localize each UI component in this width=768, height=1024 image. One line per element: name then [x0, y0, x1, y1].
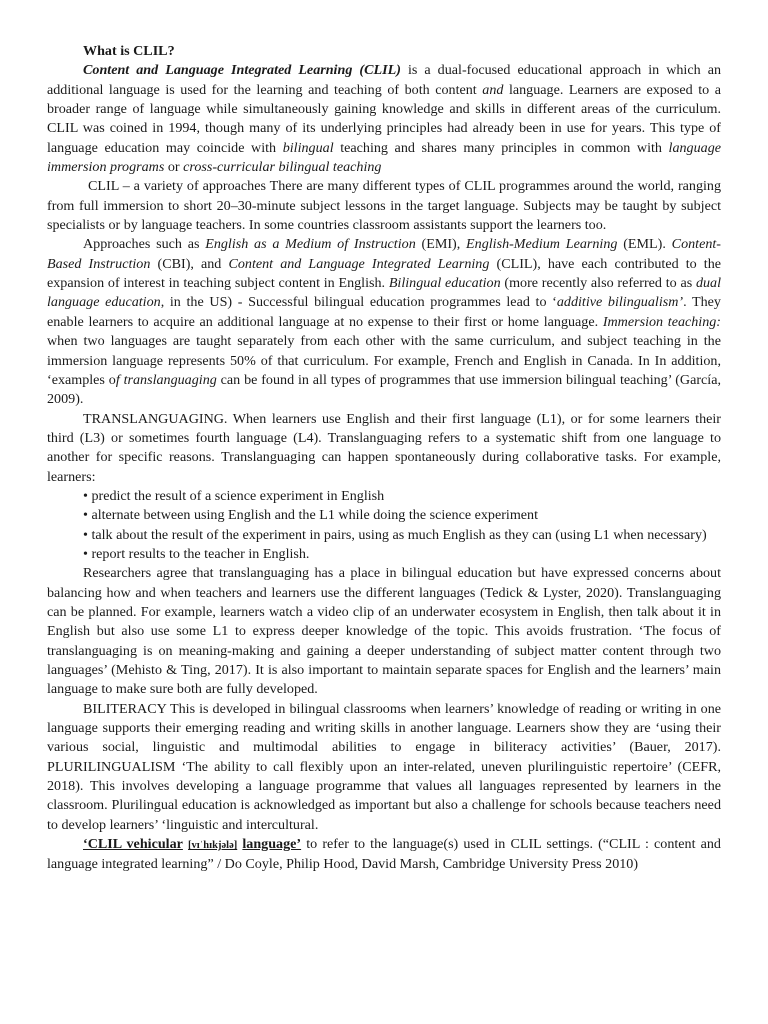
phonetic-transcription: [vɪˈhɪkjələ] [188, 840, 238, 852]
list-item: • alternate between using English and the L1 while doing the science experiment [83, 507, 539, 524]
paragraph-research: Researchers agree that translanguaging has a place in bilingual education but have expressed concerns about balancing how and when teachers and learners use the different languages (Tedick & Lyster, 2020). Translanguaging can be planned. For example, learners watch a video clip of an underwater ecosystem in English, then talk about it in English but also use some L1 to express deeper knowledge of the topic. This avoids frustration. ‘The focus of translanguaging is on meaning-making and gaining a deeper understanding of subject matter content through two languages’ (Mehisto & Ting, 2017). It is also important to maintain separate spaces for English and the learners’ main language to make sure both are fully developed. [47, 565, 721, 698]
list-item: • predict the result of a science experiment in English [83, 487, 385, 504]
paragraph-clil-approaches: CLIL – a variety of approaches There are many different types of CLIL programmes around the world, ranging from full immersion to short 20–30-minute subject lessons in the target language. Subjects may be taught by subject specialists or by language teachers. In some countries classroom assistants support the learners too. [47, 178, 721, 234]
page-title: What is CLIL? [83, 43, 175, 59]
paragraph-biliteracy: BILITERACY This is developed in bilingual classrooms when learners’ knowledge of reading or writing in one language supports their emerging reading and writing skills in another language. Learners show they are ‘using their various social, linguistic and multimodal abilities to engage in biliteracy activities’ (Bauer, 2017). PLURILINGUALISM ‘The ability to call flexibly upon an inter-related, uneven plurilinguistic repertoire’ (CEFR, 2018). This involves developing a language programme that values all languages represented by learners in the classroom. Plurilingual education is acknowledged as important but also a challenge for schools because teachers need to develop learners’ ‘linguistic and intercultural. [47, 700, 721, 833]
list-item: • report results to the teacher in English. [83, 545, 310, 562]
vehicular-term: ‘CLIL vehicular [83, 836, 183, 853]
paragraph-translanguaging: TRANSLANGUAGING. When learners use English and their first language (L1), or for some learners their third (L3) or sometimes fourth language (L4). Translanguaging refers to a systematic shift from one language to another for specific reasons. Translanguaging can happen spontaneously during collaborative tasks. For example, learners: [47, 410, 721, 485]
paragraph-vehicular-language: ‘CLIL vehicular [vɪˈhɪkjələ] language’ to refer to the language(s) used in CLIL settings. (“CLIL : content and language integrated learning” / Do Coyle, Philip Hood, David Marsh, Cambridge University Press 2010) [47, 836, 721, 873]
paragraph-clil-definition: Content and Language Integrated Learning (CLIL) is a dual-focused educational approach in which an additional language is used for the learning and teaching of both content and language. Learners are exposed to a broader range of language while simultaneously gaining knowledge and skills in different areas of the curriculum. CLIL was coined in 1994, though many of its underlying principles had already been in use for years. This type of language education may coincide with bilingual teaching and shares many principles in common with language immersion programs or cross-curricular bilingual teaching [47, 62, 721, 176]
clil-term: Content and Language Integrated Learning (CLIL) [83, 62, 401, 79]
list-item: • talk about the result of the experiment in pairs, using as much English as they can (using L1 when necessary) [83, 526, 707, 543]
paragraph-approaches: Approaches such as English as a Medium of Instruction (EMI), English-Medium Learning (EML). Content-Based Instruction (CBI), and Content and Language Integrated Learning (CLIL), have each contributed to the expansion of interest in teaching subject content in English. Bilingual education (more recently also referred to as dual language education, in the US) - Successful bilingual education programmes lead to ‘additive bilingualism’. They enable learners to acquire an additional language at no expense to their first or home language. Immersion teaching: when two languages are taught separately from each other with the same curriculum, and subject teaching in the immersion language represents 50% of that curriculum. For example, French and English in Canada. In In addition, ‘examples of translanguaging can be found in all types of programmes that use immersion bilingual teaching’ (García, 2009). [47, 236, 722, 408]
